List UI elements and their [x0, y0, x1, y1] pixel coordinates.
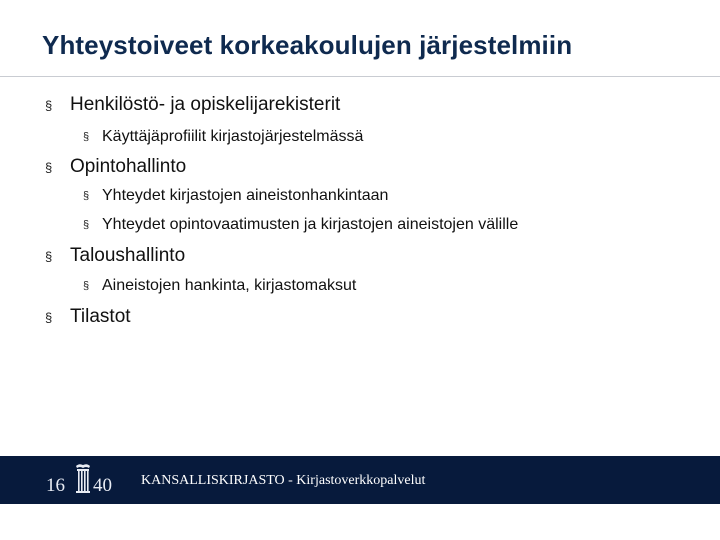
logo-year-right: 40 [93, 475, 112, 496]
slide-title: Yhteystoiveet korkeakoulujen järjestelmiin [42, 30, 573, 60]
bullet-text: Opintohallinto [70, 156, 187, 177]
sub-bullet-text: Yhteydet opintovaatimusten ja kirjastojen aineistojen välille [102, 216, 519, 233]
column-icon [76, 464, 90, 493]
bullet-item [45, 245, 185, 267]
bullet-item [45, 94, 340, 116]
sub-bullet-item [83, 128, 363, 146]
bullet-marker: § [45, 98, 53, 113]
bullet-marker: § [83, 131, 90, 143]
footer-text: KANSALLISKIRJASTO - Kirjastoverkkopalvelut [141, 473, 426, 488]
bullet-marker: § [45, 310, 53, 325]
sub-bullet-item [83, 187, 388, 205]
sub-bullet-text: Käyttäjäprofiilit kirjastojärjestelmässä [102, 128, 364, 145]
sub-bullet-item [83, 277, 356, 295]
bullet-marker: § [83, 280, 90, 292]
bullet-item [45, 306, 131, 328]
title-divider [0, 76, 720, 77]
sub-bullet-text: Yhteydet kirjastojen aineistonhankintaan [102, 187, 389, 204]
bullet-text: Henkilöstö- ja opiskelijarekisterit [70, 94, 341, 115]
national-library-logo [43, 462, 123, 498]
footer-bar [0, 456, 720, 504]
bullet-text: Tilastot [70, 306, 131, 327]
sub-bullet-item [83, 216, 518, 234]
bullet-marker: § [45, 160, 53, 175]
logo-year-left: 16 [46, 475, 65, 496]
bullet-marker: § [83, 190, 90, 202]
sub-bullet-text: Aineistojen hankinta, kirjastomaksut [102, 277, 357, 294]
bullet-marker: § [83, 219, 90, 231]
bullet-marker: § [45, 249, 53, 264]
bullet-text: Taloushallinto [70, 245, 186, 266]
bullet-item [45, 156, 186, 178]
